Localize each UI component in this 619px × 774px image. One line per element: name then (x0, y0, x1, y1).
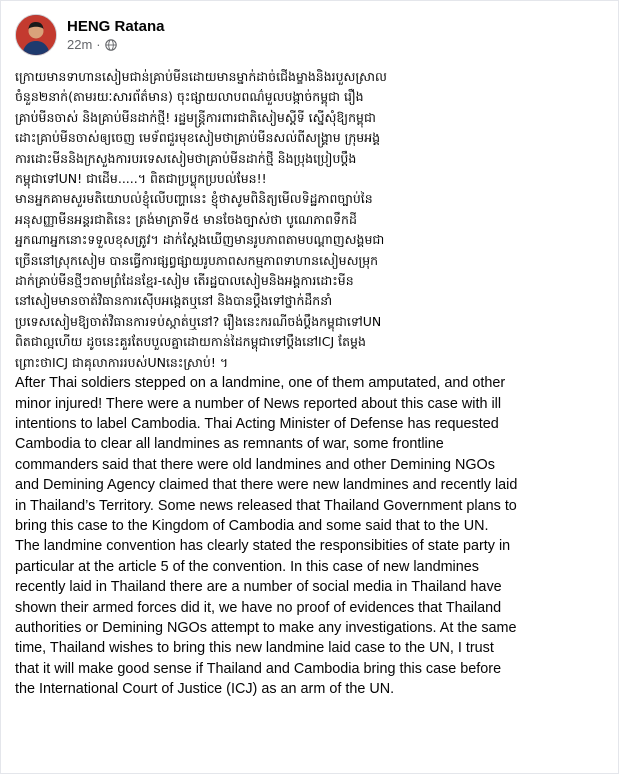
english-text-line: shown their armed forces did it, we have no proof of evidences that Thailand (15, 599, 502, 616)
author-name[interactable]: HENG Ratana (67, 18, 165, 35)
khmer-text-line: កម្ពុជាទៅUN! ជាដើម.....។ ពិតជាប្រប្លុកប្របល់មែន!! (15, 171, 267, 187)
khmer-text-line: ចំនួន២នាក់(តាមរយៈសារព័ត៌មាន) ចុះផ្សាយលាបពណ៌មួលបង្កាច់កម្ពុជា រឿង (15, 89, 364, 105)
khmer-text-line: ការដោះមីននិងក្រសួងការបរទេសសៀមថាគ្រាប់មីនដាក់ថ្មី និងប្រុងប្រៀបប្តឹង (15, 150, 357, 166)
khmer-text-line: ច្រើននៅស្រុកសៀម បានធ្វើការផ្សព្វផ្សាយរូបភាពសកម្មភាពទាហានសៀមសម្រុក (15, 252, 379, 268)
post-header (15, 11, 608, 59)
english-text-line: Cambodia to clear all landmines as remnants of war, some frontline (15, 436, 444, 453)
khmer-text-line: ប្រទេសសៀមឱ្យចាត់វិធានការទប់ស្កាត់ឬនៅ? រឿងនេះករណីចង់ប្តឹងកម្ពុជាទៅUN (15, 313, 382, 329)
khmer-text-line: ដាក់គ្រាប់មីនថ្មីៗតាមព្រំដែនខ្មែរ-សៀម តើរដ្ឋបាលសៀមនិងអង្គការដោះមីន (15, 273, 354, 289)
post-timestamp[interactable]: 22m (67, 37, 93, 52)
avatar-portrait-icon (16, 15, 56, 55)
english-text-line: time, Thailand wishes to bring this new landmine laid case to the UN, I trust (15, 640, 494, 657)
khmer-text-line: ដោះគ្រាប់មីនចាស់ឲ្យចេញ មេទ័ពជួរមុខសៀមថាគ្រាប់មីនសល់ពីសង្គ្រាម ក្រុមអង្គ (15, 130, 381, 146)
english-text-line: recently laid in Thailand there are a number of social media in Thailand have (15, 579, 502, 596)
english-text-line: bring this case to the Kingdom of Cambodia and some said that to the UN. (15, 517, 489, 534)
khmer-text (15, 67, 608, 373)
english-text-line: particular at the article 5 of the convention. In this case of new landmines (15, 558, 479, 575)
khmer-text-line: ព្រោះថាICJ ជាគុលាការរបស់UNនេះស្រាប់! ។ (15, 354, 229, 370)
khmer-text-line: អនុសញ្ញាមីនអន្តរជាតិនេះ ត្រង់មាត្រាទី៥ មានចែងច្បាស់ថា បូណេភាពទឹកដី (15, 211, 357, 227)
english-text-line: commanders said that there were old landmines and other Demining NGOs (15, 456, 495, 473)
khmer-text-line: អ្នកណាអ្នកនោះទទួលខុសត្រូវ។ ដាក់ស្តែងឃើញមានរូបភាពតាមបណ្តាញសង្គមជា (15, 232, 385, 248)
english-text-line: minor injured! There were a number of News reported about this case with ill (15, 395, 502, 412)
khmer-text-line: គ្រាប់មីនចាស់ និងគ្រាប់មីនដាក់ថ្មី! រដ្ឋមន្ត្រីការពារជាតិសៀមស្តីទី ស្នើសុំឱ្យកម្ពុជា (15, 109, 376, 125)
english-text-line: the International Court of Justice (ICJ) as an arm of the UN. (15, 681, 395, 698)
english-text-line: that it will make good sense if Thailand and Cambodia bring this case before (15, 660, 502, 677)
english-text-line: After Thai soldiers stepped on a landmine, one of them amputated, and other (15, 375, 506, 392)
english-text-line: intentions to label Cambodia. Thai Acting Minister of Defense has requested (15, 415, 499, 432)
post-meta (67, 18, 165, 52)
english-text-line: authorities or Demining NGOs attempt to make any investigations. At the same (15, 619, 517, 636)
khmer-text-line: នៅសៀមមានចាត់វិធានការស៊ើបអង្កេតឬនៅ និងបានប្តឹងទៅថ្នាក់ដឹកនាំ (15, 293, 333, 309)
english-text (15, 373, 608, 700)
globe-icon[interactable] (105, 39, 117, 51)
english-text-line: and Demining Agency claimed that there were new landmines and recently laid (15, 477, 518, 494)
english-text-line: The landmine convention has clearly stated the responsibities of state party in (15, 538, 511, 555)
post-subline (67, 37, 165, 52)
meta-separator: · (96, 37, 101, 52)
khmer-text-line: ពិតជាល្អហើយ ដូចនេះគួរតែបបួលគ្នាដោយកាន់ដៃកម្ពុជាទៅប្តឹងនៅICJ តែម្តង (15, 334, 366, 350)
khmer-text-line: ក្រោយមានទាហានសៀមជាន់គ្រាប់មីនដោយមានម្នាក់ដាច់ជើងម្ខាងនិងរបួសស្រាល (15, 69, 387, 84)
english-text-line: in Thailand’s Territory. Some news released that Thailand Government plans to (15, 497, 517, 514)
author-avatar[interactable] (15, 14, 57, 56)
post-body (15, 67, 608, 700)
khmer-text-line: មានអ្នកគាមសួរមតិយោបល់ខ្ញុំលើបញ្ហានេះ ខ្ញុំថាសូមពិនិត្យមើលទិដ្ឋភាពច្បាប់នៃ (15, 191, 373, 207)
